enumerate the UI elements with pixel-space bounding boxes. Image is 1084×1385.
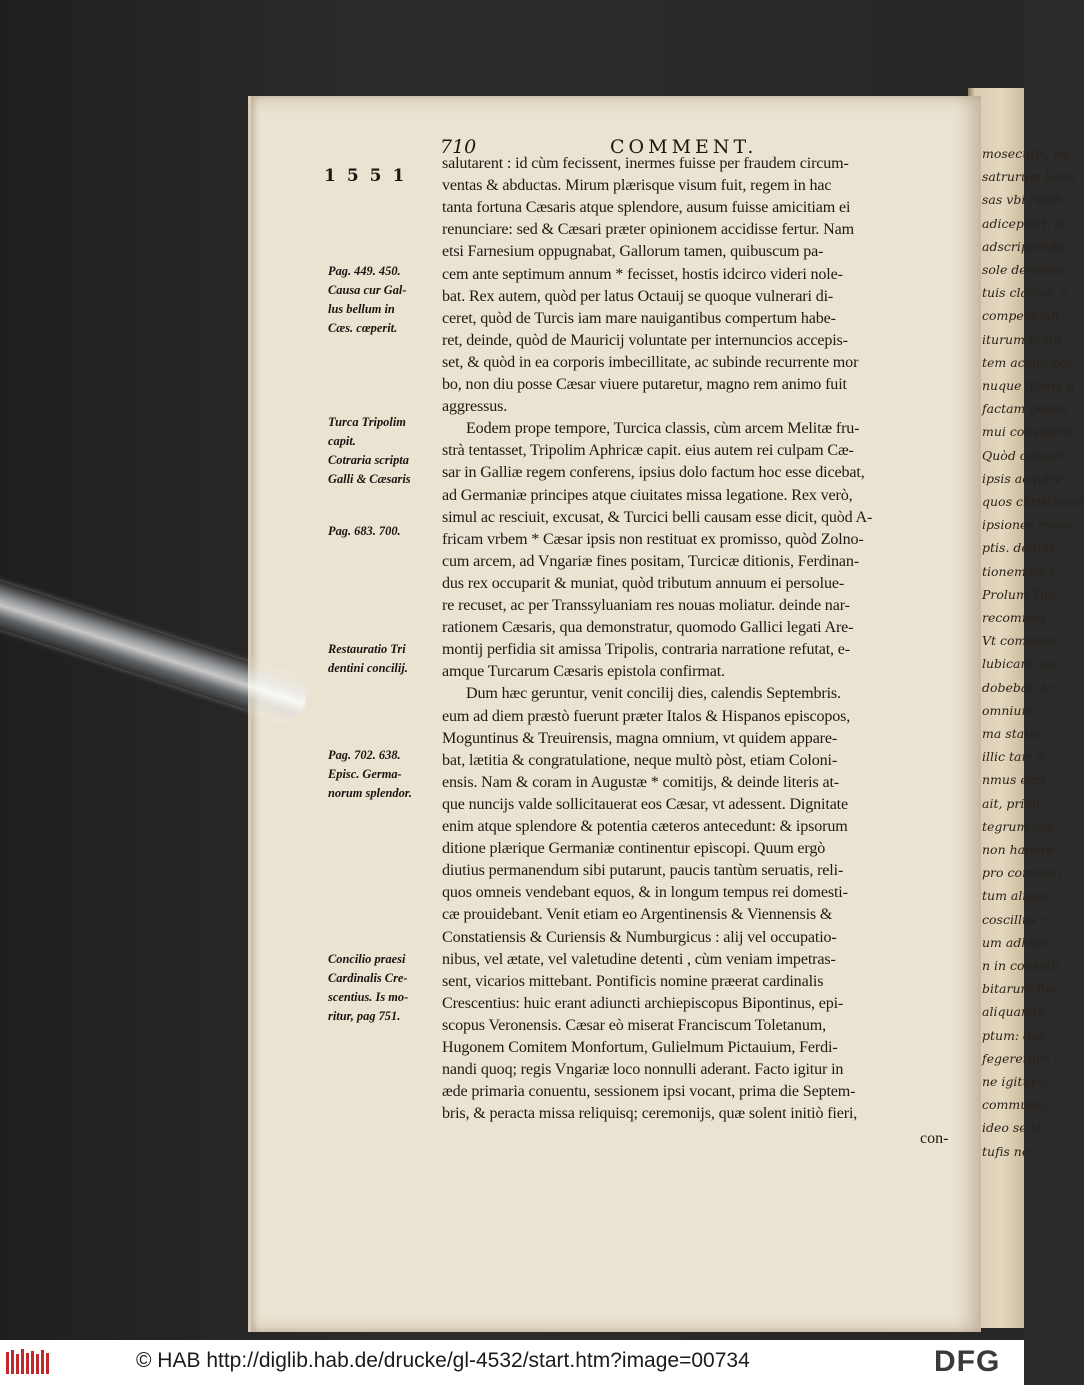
text-line: bat. Rex autem, quòd per latus Octauij se quoque vulnerari di- (442, 287, 834, 305)
text-line: rationem Cæsaris, qua demonstratur, quomodo Gallici legati Are- (442, 619, 854, 637)
facing-text-fragment: nuque literis p (982, 378, 1075, 393)
margin-note-line: Causa cur Gal- (328, 283, 407, 297)
margin-note-line: Turca Tripolim (328, 415, 406, 429)
facing-text-fragment: quos christianul (982, 494, 1084, 509)
facing-text-fragment: ait, primi (982, 795, 1041, 811)
text-line: Eodem prope tempore, Turcica classis, cùm arcem Melitæ fru- (466, 420, 860, 438)
facing-text-fragment: tem accipi pol (982, 354, 1072, 370)
dfg-logo: DFG (934, 1345, 1001, 1378)
text-line: nandi quoq; regis Vngariæ loco nonnulli aderant. Facto igitur in (442, 1061, 844, 1079)
text-line: aggressus. (442, 398, 508, 416)
text-line: sar in Galliæ regem conferens, ipsius dolo factum hoc esse dicebat, (442, 464, 865, 482)
text-line: æde primaria conuentu, sessionem ipsi vocant, prima die Septem- (442, 1083, 856, 1101)
margin-note-line: dentini concilij. (328, 661, 408, 675)
facing-text-fragment: recommei (982, 610, 1046, 625)
text-line: salutarent : id cùm fecissent, inermes fuisse per fraudem circum- (442, 155, 849, 172)
hab-logo-icon (6, 1348, 50, 1376)
page-number: 710 (440, 136, 477, 158)
text-line: quos omneis vendebant equos, & in longum tempus rei domesti- (442, 884, 848, 902)
facing-text-fragment: sole demonst (982, 262, 1066, 277)
margin-note-line: Pag. 683. 700. (328, 524, 401, 538)
facing-text-fragment: nmus eccl (982, 772, 1046, 788)
text-line: strà tentasset, Tripolim Aphricæ capit. eius autem rei culpam Cæ- (442, 442, 854, 460)
text-line: sent, vicarios mittebant. Pontificis nomine præerat cardinalis (442, 972, 824, 990)
text-line: eum ad diem præstò fuerunt præter Italos & Hispanos episcopos, (442, 707, 851, 725)
text-line: ventas & abductas. Mirum plærisque visum fuit, regem in hac (442, 177, 832, 195)
facing-text-fragment: ipsiones mone (982, 517, 1073, 533)
facing-text-fragment: dobebat, ta (982, 679, 1054, 695)
facing-text-fragment: omnium (982, 702, 1034, 718)
facing-text-fragment: ne igitur a (982, 1074, 1048, 1089)
copyright-url: © HAB http://diglib.hab.de/drucke/gl-4532/start.htm?image=00734 (136, 1349, 750, 1372)
text-line: bo, non diu posse Cæsar viuere putaretur, magno rem animo fuit (442, 376, 847, 393)
facing-text-fragment: um adhibe (982, 934, 1049, 950)
text-line: tanta fortuna Cæsaris atque splendore, ausum fuisse amicitiam ei (442, 199, 851, 217)
margin-note-line: Galli & Cæsaris (328, 472, 411, 486)
text-line: Hugonem Comitem Monfortum, Gulielmum Pictauium, Ferdi- (442, 1039, 838, 1056)
text-line: Crescentius: huic erant adiuncti archiepiscopus Bipontinus, epi- (442, 994, 844, 1012)
facing-text-fragment: tegrum ess (982, 818, 1053, 834)
text-line: simul ac resciuit, excusat, & Turcici belli causam esse dicit, quòd A- (442, 508, 873, 526)
facing-text-fragment: lubicam, qu (982, 656, 1057, 672)
text-line: fricam vrbem * Cæsar ipsis non restituat ex promisso, quòd Zolno- (442, 530, 864, 548)
facing-text-fragment: bitarum fue (982, 981, 1057, 997)
text-line: Moguntinus & Treuirensis, magna omnium, vt quidem appare- (442, 729, 838, 747)
facing-text-fragment: ipsis acquire (982, 470, 1063, 486)
margin-note-line: Cæs. cœperit. (328, 321, 398, 335)
margin-note-line: scentius. Is mo- (328, 990, 409, 1004)
text-line: scopus Veronensis. Cæsar eò miserat Franciscum Toletanum, (442, 1016, 826, 1034)
facing-text-fragment: non habere (982, 842, 1054, 857)
text-line: Dum hæc geruntur, venit concilij dies, calendis Septembris. (466, 685, 841, 703)
text-line: amque Turcarum Cæsaris epistola confirmat. (442, 663, 725, 681)
facing-text-fragment: tionem de s (982, 563, 1056, 579)
text-line: cem ante septimum annum * fecisset, hostis idcirco videri nole- (442, 265, 843, 283)
text-line: ceret, quòd de Turcis iam mare nauigantibus compertum habe- (442, 309, 836, 327)
facing-text-fragment: adscripienda (982, 238, 1064, 254)
facing-text-fragment: factam beneu (982, 401, 1069, 417)
text-line: bat, lætitia & congratulatione, neque multò pòst, etiam Coloni- (442, 751, 838, 769)
facing-text-fragment: adiceptari, cu (982, 215, 1070, 231)
text-line: nibus, vel ætate, vel valetudine detenti , cùm veniam impetras- (442, 950, 836, 968)
facing-text-fragment: aliquando (982, 1004, 1045, 1020)
facing-text-fragment: pro commen (982, 865, 1062, 881)
text-line: enim atque splendore & potentia cæteros antecedunt: & ipsorum (442, 818, 848, 835)
footer-bar (0, 1340, 1024, 1385)
facing-text-fragment: fegereturn (982, 1050, 1050, 1066)
facing-text-fragment: sas vbi reddi (982, 192, 1063, 208)
facing-text-fragment: ptis. deinde (982, 540, 1057, 556)
margin-note-line: lus bellum in (328, 302, 395, 316)
margin-note-line: Cardinalis Cre- (328, 971, 408, 985)
margin-note-line: ritur, pag 751. (328, 1009, 401, 1023)
margin-note-line: Restauratio Tri (328, 642, 406, 656)
facing-text-fragment: iturum temp (982, 331, 1062, 347)
margin-note-line: Cotraria scripta (328, 453, 409, 467)
facing-text-fragment: compehendi (982, 308, 1060, 324)
facing-text-fragment: Prolum The (982, 586, 1056, 602)
text-line: set, & quòd in ea corporis imbecillitate, ac subinde recurrente mor (442, 353, 859, 371)
facing-text-fragment: Quòd conuen (982, 447, 1066, 463)
text-line: ad Germaniæ principes atque ciuitates missa legatione. Rex verò, (442, 486, 853, 504)
facing-text-fragment: coscillus r (982, 911, 1047, 927)
text-line: montij perfidia sit amissa Tripolis, contraria narratione refutat, e- (442, 641, 850, 659)
text-line: renunciare: sed & Cæsari præter opinionem accidisse fertur. Nam (442, 221, 854, 239)
text-line: diutius permanendum sibi putarunt, paucis tantùm seruatis, reli- (442, 862, 844, 880)
year-marker: 1551 (324, 166, 416, 186)
facing-text-fragment: tufis ne (982, 1143, 1030, 1159)
text-line: ditione plærique Germaniæ continentur episcopi. Quum ergò (442, 840, 826, 858)
margin-note-line: Pag. 702. 638. (328, 748, 401, 762)
facing-text-fragment: Vt comnece (982, 633, 1057, 649)
facing-text-fragment: satrurum licen (982, 169, 1076, 185)
facing-text-fragment: ideo se te (982, 1120, 1044, 1136)
text-line: ret, deinde, quòd de Mauricij voluntate per internuncios accepis- (442, 331, 848, 349)
facing-text-fragment: communic (982, 1097, 1048, 1113)
text-line: cum arcem, ad Vngariæ fines positam, Turcicæ ditionis, Ferdinan- (442, 552, 859, 570)
catchword: con- (920, 1130, 949, 1147)
facing-text-fragment: ma statua (982, 726, 1045, 741)
margin-note-line: Pag. 449. 450. (328, 264, 401, 278)
facing-text-fragment: ptum: deo (982, 1027, 1047, 1043)
facing-text-fragment: tum aliquo (982, 888, 1050, 904)
text-line: etsi Farnesium oppugnabat, Gallorum tamen, quibuscum pa- (442, 243, 824, 261)
text-line: Constatiensis & Curiensis & Numburgicus : alij vel occupatio- (442, 928, 837, 946)
margin-note-line: capit. (328, 434, 356, 448)
facing-text-fragment: mui considere (982, 424, 1072, 440)
margin-note-line: Episc. Germa- (328, 767, 402, 781)
facing-text-fragment: mosecutis, ad (982, 146, 1070, 161)
margin-note-line: Concilio praesi (328, 952, 406, 966)
facing-text-fragment: tuis clamor, a (982, 285, 1068, 301)
text-line: ensis. Nam & coram in Augustæ * comitijs, & deinde literis at- (442, 773, 840, 791)
text-line: que nuncijs valde sollicitauerat eos Cæsar, vt adessent. Dignitate (442, 795, 848, 813)
text-line: dus rex occuparit & muniat, quòd tributum annuum ei persolue- (442, 574, 845, 592)
text-line: re recuset, ac per Transsyluaniam res nouas moliatur. deinde nar- (442, 597, 850, 614)
facing-text-fragment: illic tam a (982, 749, 1045, 765)
running-title: COMMENT. (610, 136, 758, 158)
text-line: bris, & peracta missa reliquisq; ceremonijs, quæ solent initiò fieri, (442, 1105, 858, 1123)
text-line: cæ prouidebant. Venit etiam eo Argentinensis & Viennensis & (442, 906, 833, 924)
margin-note-line: norum splendor. (328, 786, 413, 800)
facing-text-fragment: n in consulti (982, 958, 1061, 973)
